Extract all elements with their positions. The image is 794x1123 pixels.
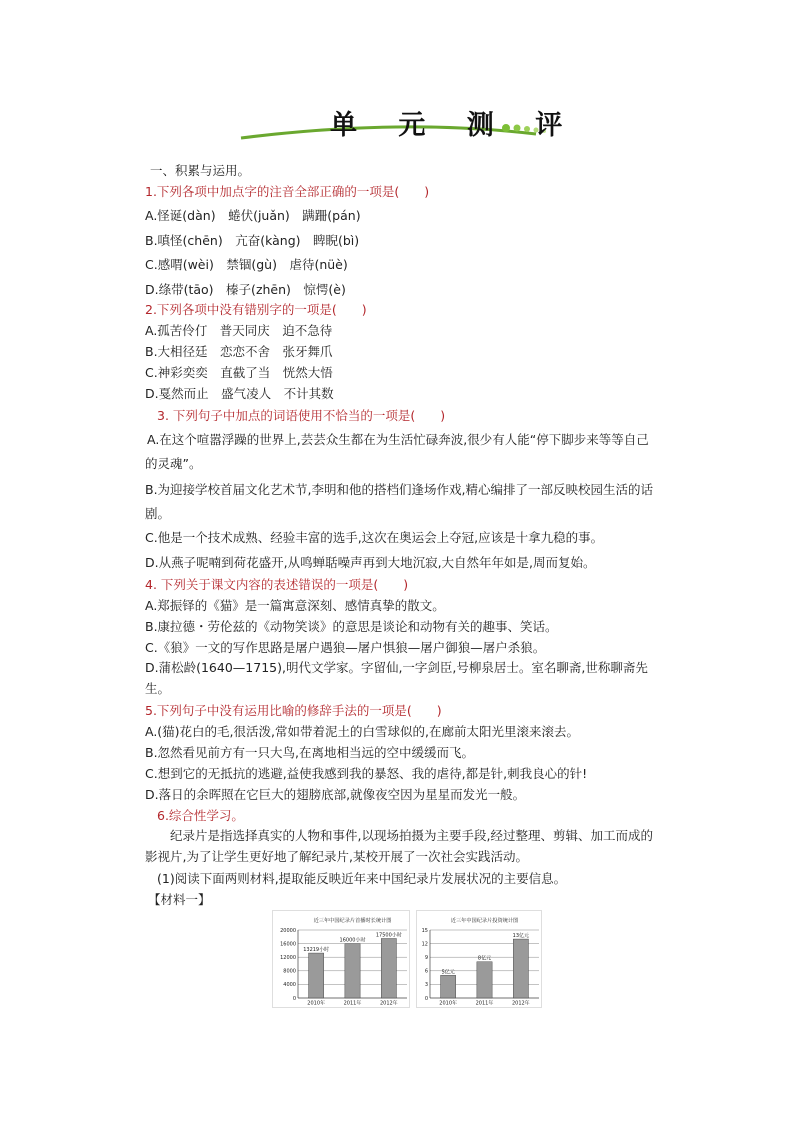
question-5-option-b: B.忽然看见前方有一只大鸟,在离地相当远的空中缓缓而飞。 [145,745,475,760]
question-5-option-d: D.落日的余晖照在它巨大的翅膀底部,就像夜空因为星星而发光一般。 [145,787,526,802]
chart-broadcast-hours [272,910,410,1008]
bar [381,939,396,999]
page-title: 单 元 测 评 [330,110,579,141]
question-1-stem: 1.下列各项中加点字的注音全部正确的一项是( ) [145,184,430,199]
bar [345,944,360,998]
chart-investment [416,910,542,1008]
data-label: 5亿元 [441,969,455,976]
question-4-stem: 4. 下列关于课文内容的表述错误的一项是( ) [145,577,409,592]
question-3-option-c: C.他是一个技术成熟、经验丰富的选手,这次在奥运会上夺冠,应该是十拿九稳的事。 [145,530,604,545]
y-tick-label: 3 [424,982,428,989]
material-1-label: 【材料一】 [148,892,211,907]
question-2-option-b: B.大相径廷 恋恋不舍 张牙舞爪 [145,344,333,359]
question-4-option-b: B.康拉德・劳伦兹的《动物笑谈》的意思是谈论和动物有关的趣事、笑话。 [145,619,558,634]
y-tick-label: 9 [424,955,428,961]
question-5-option-c: C.想到它的无抵抗的逃避,益使我感到我的暴怒、我的虐待,都是针,刺我良心的针! [145,766,588,781]
data-label: 13219小时 [303,947,330,954]
question-1-option-c: C.感喟(wèi) 禁锢(gù) 虐待(nüè) [145,257,348,272]
question-6-intro: 纪录片是指选择真实的人物和事件,以现场拍摄为主要手段,经过整理、剪辑、加工而成的影视片,为了让学生更好地了解纪录片,某校开展了一次社会实践活动。 [145,828,653,864]
x-tick-label: 2010年 [439,1000,458,1007]
question-2-option-d: D.戛然而止 盛气凌人 不计其数 [145,386,334,401]
data-label: 17500小时 [375,932,402,939]
y-tick-label: 20000 [280,927,296,934]
x-tick-label: 2010年 [307,1000,326,1007]
question-3-option-d: D.从燕子呢喃到荷花盛开,从鸣蝉聒噪声再到大地沉寂,大自然年年如是,周而复始。 [145,555,596,570]
y-tick-label: 12000 [280,955,296,961]
section-heading: 一、积累与运用。 [150,163,251,178]
question-6-sub-1: (1)阅读下面两则材料,提取能反映近年来中国纪录片发展状况的主要信息。 [157,871,567,886]
y-tick-label: 6 [424,968,428,975]
question-1-option-a: A.怪诞(dàn) 蜷伏(juǎn) 蹒跚(pán) [145,208,361,223]
chart-title: 近三年中国纪录片首播时长统计图 [313,918,392,924]
question-5-option-a: A.(猫)花白的毛,很活泼,常如带着泥土的白雪球似的,在廊前太阳光里滚来滚去。 [145,724,579,739]
question-3-stem: 3. 下列句子中加点的词语使用不恰当的一项是( ) [157,408,446,423]
question-3-option-a: A.在这个喧嚣浮躁的世界上,芸芸众生都在为生活忙碌奔波,很少有人能“停下脚步来等等自己的灵魂”。 [145,432,649,471]
question-1-option-d: D.绦带(tāo) 榛子(zhēn) 惊愕(è) [145,282,346,297]
question-1-option-b: B.嗔怪(chēn) 亢奋(kàng) 睥睨(bì) [145,233,360,248]
question-2-option-c: C.神彩奕奕 直截了当 恍然大悟 [145,365,333,380]
data-label: 8亿元 [477,955,492,962]
y-tick-label: 15 [421,927,428,934]
x-tick-label: 2012年 [379,1000,398,1007]
y-tick-label: 8000 [283,968,296,975]
x-tick-label: 2011年 [343,1000,362,1007]
bar [477,962,492,998]
question-2-stem: 2.下列各项中没有错别字的一项是( ) [145,302,367,317]
y-tick-label: 0 [424,995,428,1002]
x-tick-label: 2011年 [475,1000,494,1007]
question-2-option-a: A.孤苦伶仃 普天同庆 迫不急待 [145,323,333,338]
y-tick-label: 0 [292,995,296,1002]
question-4-option-d: D.蒲松龄(1640—1715),明代文学家。字留仙,一字剑臣,号柳泉居士。室名聊斋,世称聊斋先生。 [145,660,648,696]
question-4-option-a: A.郑振铎的《猫》是一篇寓意深刻、感情真挚的散文。 [145,598,445,613]
data-label: 16000小时 [339,937,366,944]
bar [309,953,324,998]
question-5-stem: 5.下列句子中没有运用比喻的修辞手法的一项是( ) [145,703,442,718]
question-4-option-c: C.《狼》一文的写作思路是屠户遇狼—屠户惧狼—屠户御狼—屠户杀狼。 [145,640,546,655]
y-tick-label: 4000 [283,982,296,989]
bar [513,939,528,998]
x-tick-label: 2012年 [511,1000,530,1007]
bar [441,975,456,998]
y-tick-label: 12 [421,941,428,948]
data-label: 13亿元 [512,933,530,940]
y-tick-label: 16000 [280,941,296,948]
question-3-option-b: B.为迎接学校首届文化艺术节,李明和他的搭档们逢场作戏,精心编排了一部反映校园生活的话剧。 [145,482,653,521]
chart-title: 近三年中国纪录片投资统计图 [450,918,519,924]
question-6-stem: 6.综合性学习。 [157,808,244,823]
